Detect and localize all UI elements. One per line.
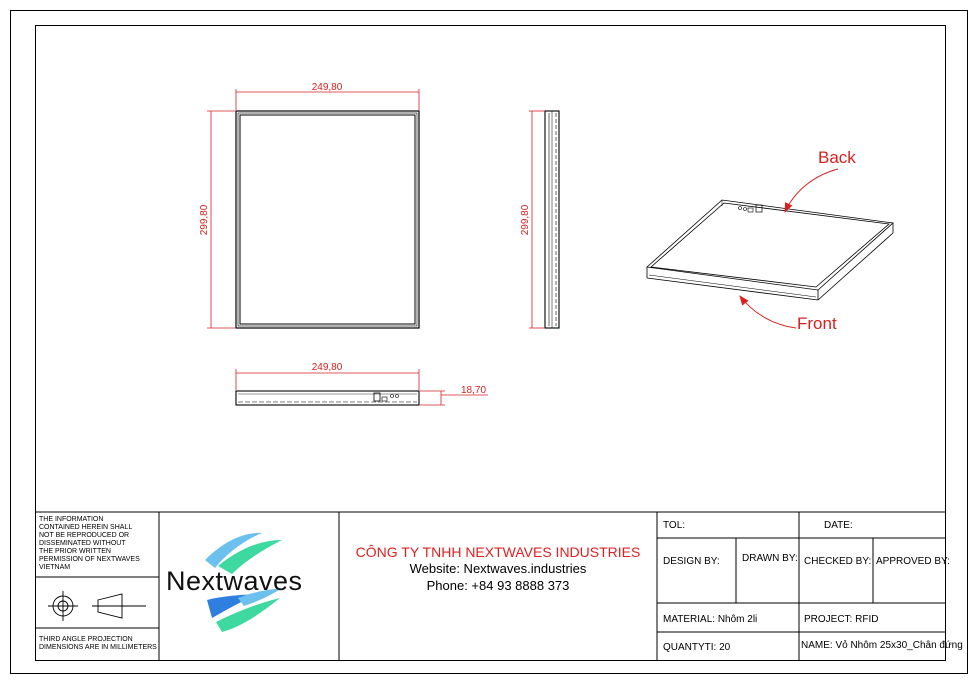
- disclaimer-line: NOT BE REPRODUCED OR: [39, 532, 130, 539]
- bottom-view: [236, 391, 419, 405]
- disclaimer-line: CONTAINED HEREIN SHALL: [39, 524, 133, 531]
- quantity-field: QUANTYTI: 20: [663, 642, 731, 653]
- back-arrow: [785, 169, 838, 212]
- side-height-dimension: [529, 111, 545, 328]
- disclaimer-line: THE INFORMATION: [39, 516, 104, 523]
- material-field: MATERIAL: Nhôm 2li: [663, 614, 758, 625]
- project-field: PROJECT: RFID: [804, 614, 879, 625]
- design-by-field: DESIGN BY:: [663, 556, 720, 567]
- projection-symbol: [48, 591, 146, 621]
- disclaimer-line: THE PRIOR WRITTEN: [39, 548, 111, 555]
- disclaimer-line: VIETNAM: [39, 564, 71, 571]
- company-website: Website: Nextwaves.industries: [409, 561, 587, 576]
- front-arrow: [740, 296, 796, 328]
- front-view: [236, 111, 419, 328]
- disclaimer-line: PERMISSION OF NEXTWAVES: [39, 556, 140, 563]
- tol-field: TOL:: [663, 520, 686, 531]
- checked-by-field: CHECKED BY:: [804, 556, 872, 567]
- back-label: Back: [818, 148, 856, 167]
- side-height-label: 299,80: [520, 204, 531, 236]
- date-field: DATE:: [824, 520, 853, 531]
- isometric-view: [647, 200, 893, 300]
- front-height-dimension: [207, 111, 235, 328]
- disclaimer-line: DISSEMINATED WITHOUT: [39, 540, 126, 547]
- projection-note: [39, 636, 157, 652]
- thickness-label: 18,70: [461, 385, 487, 396]
- logo-text: Nextwaves: [166, 566, 303, 596]
- projection-note-line: DIMENSIONS ARE IN MILLIMETERS: [39, 644, 157, 651]
- company-phone: Phone: +84 93 8888 373: [426, 578, 570, 593]
- front-label: Front: [797, 314, 837, 333]
- front-height-label: 299,80: [199, 204, 210, 236]
- approved-by-field: APPROVED BY:: [876, 556, 950, 567]
- projection-note-line: THIRD ANGLE PROJECTION: [39, 636, 133, 643]
- company-name: CÔNG TY TNHH NEXTWAVES INDUSTRIES: [355, 544, 641, 560]
- part-name-field: NAME: Vỏ Nhôm 25x30_Chân đứng: [801, 640, 963, 651]
- bottom-width-label: 249,80: [311, 362, 343, 373]
- side-view: [545, 111, 559, 328]
- disclaimer-text: [39, 516, 157, 572]
- drawn-by-field: DRAWN BY:: [742, 553, 798, 564]
- front-width-label: 249,80: [311, 82, 343, 93]
